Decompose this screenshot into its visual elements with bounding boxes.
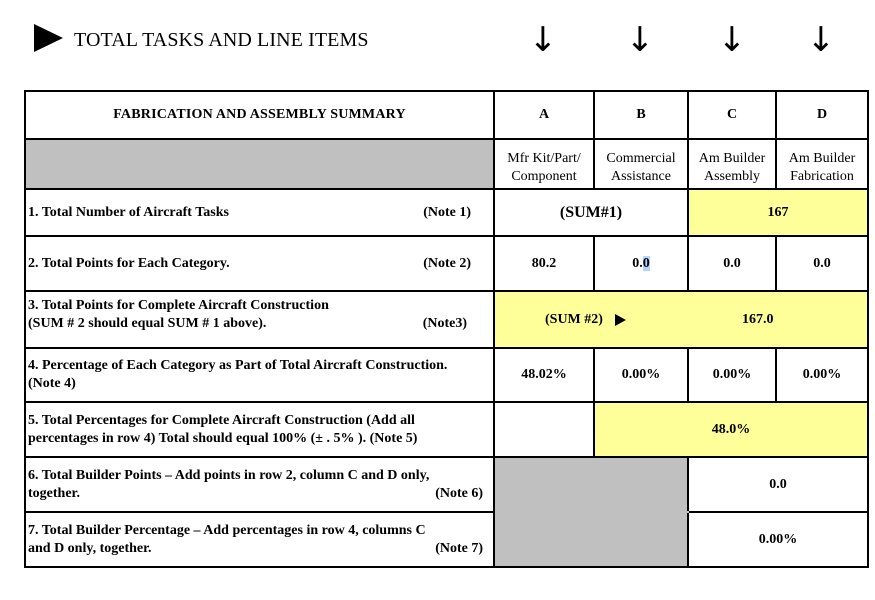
column-desc-c xyxy=(688,139,776,189)
row-label-text: 4. Percentage of Each Category as Part of Total Aircraft Construction. xyxy=(28,358,448,373)
row-label-text: together. xyxy=(28,485,80,501)
column-header-c: C xyxy=(688,91,776,139)
column-desc-line: Assistance xyxy=(611,169,671,184)
points-cell-d[interactable]: 0.0 xyxy=(776,236,868,291)
column-desc-a xyxy=(494,139,594,189)
row-label-text: 3. Total Points for Complete Aircraft Construction xyxy=(28,297,329,313)
total-points-value: 167.0 xyxy=(741,311,774,327)
row-label xyxy=(25,348,494,402)
row-label xyxy=(25,291,494,348)
section-heading xyxy=(34,20,369,60)
row-label-text: (Note 4) xyxy=(28,376,76,391)
blank-gray-cell xyxy=(25,139,494,189)
blank-gray-cell xyxy=(494,457,688,512)
blank-gray-cell xyxy=(494,512,688,567)
table-row xyxy=(25,512,868,567)
column-desc-line: Component xyxy=(511,169,577,184)
points-text: 0. xyxy=(632,255,643,271)
points-cell-b[interactable] xyxy=(594,236,688,291)
blank-cell xyxy=(494,402,594,457)
row-label-text: 2. Total Points for Each Category. xyxy=(28,255,230,271)
row-label xyxy=(25,189,494,236)
row-label-line xyxy=(28,315,493,333)
row-label-text: (SUM # 2 should equal SUM # 1 above). xyxy=(28,315,267,331)
percent-cell-c[interactable]: 0.00% xyxy=(688,348,776,402)
sum1-label: (SUM#1) xyxy=(494,189,688,236)
table-row xyxy=(25,457,868,512)
row-label-text: 7. Total Builder Percentage – Add percentages in row 4, columns C xyxy=(28,522,426,538)
table-row xyxy=(25,291,868,348)
table-row xyxy=(25,402,868,457)
row-label-text: 1. Total Number of Aircraft Tasks xyxy=(28,204,229,220)
percent-cell-d[interactable]: 0.00% xyxy=(776,348,868,402)
down-arrow-icon: ↓ xyxy=(717,20,747,60)
column-desc-line: Mfr Kit/Part/ xyxy=(507,151,581,166)
spacer xyxy=(28,333,493,343)
total-builder-points-value[interactable]: 0.0 xyxy=(688,457,868,512)
row-label-text: percentages in row 4) Total should equal 100% (± . 5% ). (Note 5) xyxy=(28,430,418,446)
table-title: FABRICATION AND ASSEMBLY SUMMARY xyxy=(25,91,494,139)
points-cell-a[interactable]: 80.2 xyxy=(494,236,594,291)
total-points-cell[interactable] xyxy=(494,291,868,348)
row-label-text: 5. Total Percentages for Complete Aircraft Construction (Add all xyxy=(28,412,415,428)
total-builder-percentage-value[interactable]: 0.00% xyxy=(688,512,868,567)
total-aircraft-tasks-value[interactable]: 167 xyxy=(688,189,868,236)
percent-cell-b[interactable]: 0.00% xyxy=(594,348,688,402)
note-reference: (Note3) xyxy=(422,315,467,331)
sum2-label: (SUM #2) xyxy=(545,311,603,327)
column-desc-line: Fabrication xyxy=(790,169,854,184)
row-label xyxy=(25,457,494,512)
note-reference: (Note 1) xyxy=(423,204,471,220)
points-cell-c[interactable]: 0.0 xyxy=(688,236,776,291)
note-reference: (Note 7) xyxy=(435,540,483,556)
text-selection: 0 xyxy=(642,255,650,271)
note-reference: (Note 6) xyxy=(435,485,483,501)
column-desc-line: Am Builder xyxy=(698,151,766,166)
section-title: TOTAL TASKS AND LINE ITEMS xyxy=(74,28,369,51)
column-desc-line: Assembly xyxy=(704,169,760,184)
sum2-wrap xyxy=(495,312,867,328)
total-percentage-value[interactable]: 48.0% xyxy=(594,402,868,457)
play-triangle-icon xyxy=(34,24,63,52)
play-arrow-icon xyxy=(615,314,626,326)
row-label-line xyxy=(28,540,493,558)
table-row xyxy=(25,189,868,236)
column-desc-d xyxy=(776,139,868,189)
row-label xyxy=(25,236,494,291)
column-header-b: B xyxy=(594,91,688,139)
row-label-text: and D only, together. xyxy=(28,540,152,556)
header-row xyxy=(25,91,868,139)
table-row xyxy=(25,348,868,402)
column-description-row xyxy=(25,139,868,189)
percent-cell-a[interactable]: 48.02% xyxy=(494,348,594,402)
note-reference: (Note 2) xyxy=(423,255,471,271)
down-arrow-icon: ↓ xyxy=(528,20,558,60)
row-label xyxy=(25,512,494,567)
down-arrow-icon: ↓ xyxy=(625,20,655,60)
row-label xyxy=(25,402,494,457)
fabrication-assembly-summary-table xyxy=(24,90,869,568)
column-desc-line: Commercial xyxy=(606,151,676,166)
row-label-text: 6. Total Builder Points – Add points in row 2, column C and D only, xyxy=(28,467,430,483)
row-label-line xyxy=(28,485,493,503)
table-row xyxy=(25,236,868,291)
column-header-d: D xyxy=(776,91,868,139)
column-header-a: A xyxy=(494,91,594,139)
column-desc-b xyxy=(594,139,688,189)
down-arrow-icon: ↓ xyxy=(806,20,836,60)
column-desc-line: Am Builder xyxy=(788,151,856,166)
